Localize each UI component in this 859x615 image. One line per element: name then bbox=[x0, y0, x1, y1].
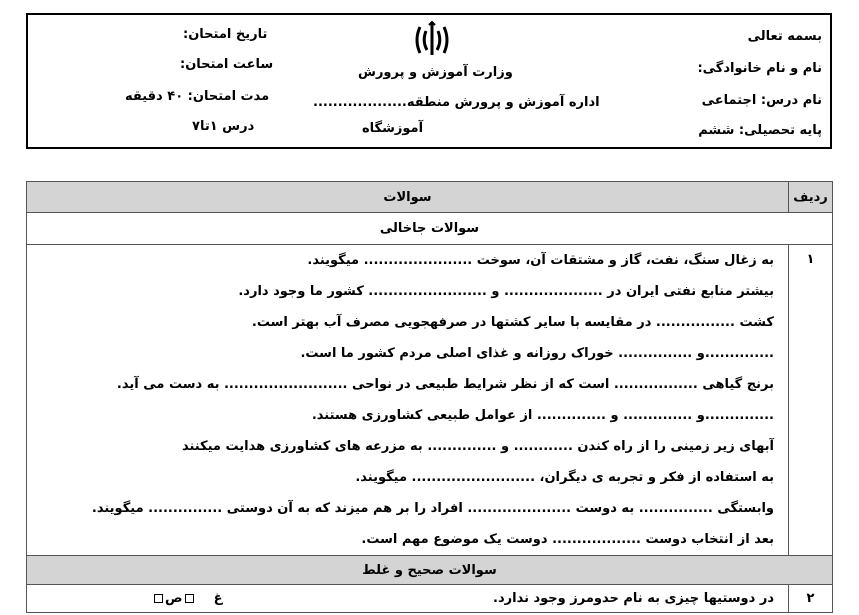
question-line: بیشتر منابع نفتی ایران در .................... و ........................ کشور ما وجود دارد. bbox=[238, 284, 774, 299]
question-number: ۱ bbox=[789, 245, 833, 556]
subject-field: نام درس: اجتماعی bbox=[701, 93, 822, 108]
false-label: غ bbox=[213, 591, 223, 606]
true-false-options bbox=[152, 591, 223, 606]
section-title-fill-blanks: سوالات جاخالی bbox=[27, 213, 833, 245]
question-text: در دوستیها چیزی به نام حدومرز وجود ندارد. bbox=[493, 591, 774, 606]
bismillah: بسمه تعالی bbox=[747, 29, 822, 44]
question-line: بعد از انتخاب دوست .................. دوست یک موضوع مهم است. bbox=[361, 532, 774, 547]
exam-date-field: تاریخ امتحان: bbox=[183, 27, 268, 42]
question-number: ۲ bbox=[789, 585, 833, 613]
exam-time-field: ساعت امتحان: bbox=[180, 57, 274, 72]
question-line: به استفاده از فکر و تجربه ی دیگران، ......................... میگویند. bbox=[355, 470, 774, 485]
lessons-range: درس ۱تا۷ bbox=[192, 119, 255, 134]
question-line: آبهای زیر زمینی را از راه کندن ............ و .............. به مزرعه های کشاورزی هدایت میکنند bbox=[181, 439, 774, 454]
school-name: آموزشگاه bbox=[362, 121, 424, 136]
questions-table bbox=[26, 181, 833, 613]
question-line: ..............و ............... خوراک روزانه و غذای اصلی مردم کشور ما است. bbox=[300, 346, 774, 361]
section-title-true-false: سوالات صحیح و غلط bbox=[27, 556, 833, 585]
true-checkbox[interactable] bbox=[185, 594, 194, 603]
column-header-row: ردیف bbox=[789, 182, 833, 213]
education-office: اداره آموزش و پرورش منطقه................... bbox=[313, 95, 600, 110]
question-line: کشت ................ در مقایسه با سایر کشتها در صرفهجویی مصرف آب بهتر است. bbox=[251, 315, 774, 330]
true-label: ص bbox=[165, 591, 183, 606]
false-checkbox[interactable] bbox=[154, 594, 163, 603]
iran-emblem-icon bbox=[412, 21, 452, 59]
question-line: ..............و .............. و .............. از عوامل طبیعی کشاورزی هستند. bbox=[311, 408, 774, 423]
student-name-field: نام و نام خانوادگی: bbox=[697, 61, 822, 76]
fill-blank-questions bbox=[27, 245, 789, 556]
question-line: وابستگی ............... به دوست ..................... افراد را بر هم میزند که به آن دوستی ............... میگویند. bbox=[91, 501, 774, 516]
ministry-name: وزارت آموزش و پرورش bbox=[358, 65, 513, 80]
question-line: به زغال سنگ، نفت، گاز و مشتقات آن، سوخت ...................... میگویند. bbox=[307, 253, 774, 268]
true-false-question bbox=[27, 585, 789, 613]
question-line: برنج گیاهی ................. است که از نظر شرایط طبیعی در نواحی ......................... به دست می آید. bbox=[116, 377, 774, 392]
column-header-questions: سوالات bbox=[27, 182, 789, 213]
grade-field: پایه تحصیلی: ششم bbox=[698, 123, 822, 138]
exam-header bbox=[26, 13, 832, 149]
exam-duration: مدت امتحان: ۴۰ دقیقه bbox=[125, 89, 270, 104]
